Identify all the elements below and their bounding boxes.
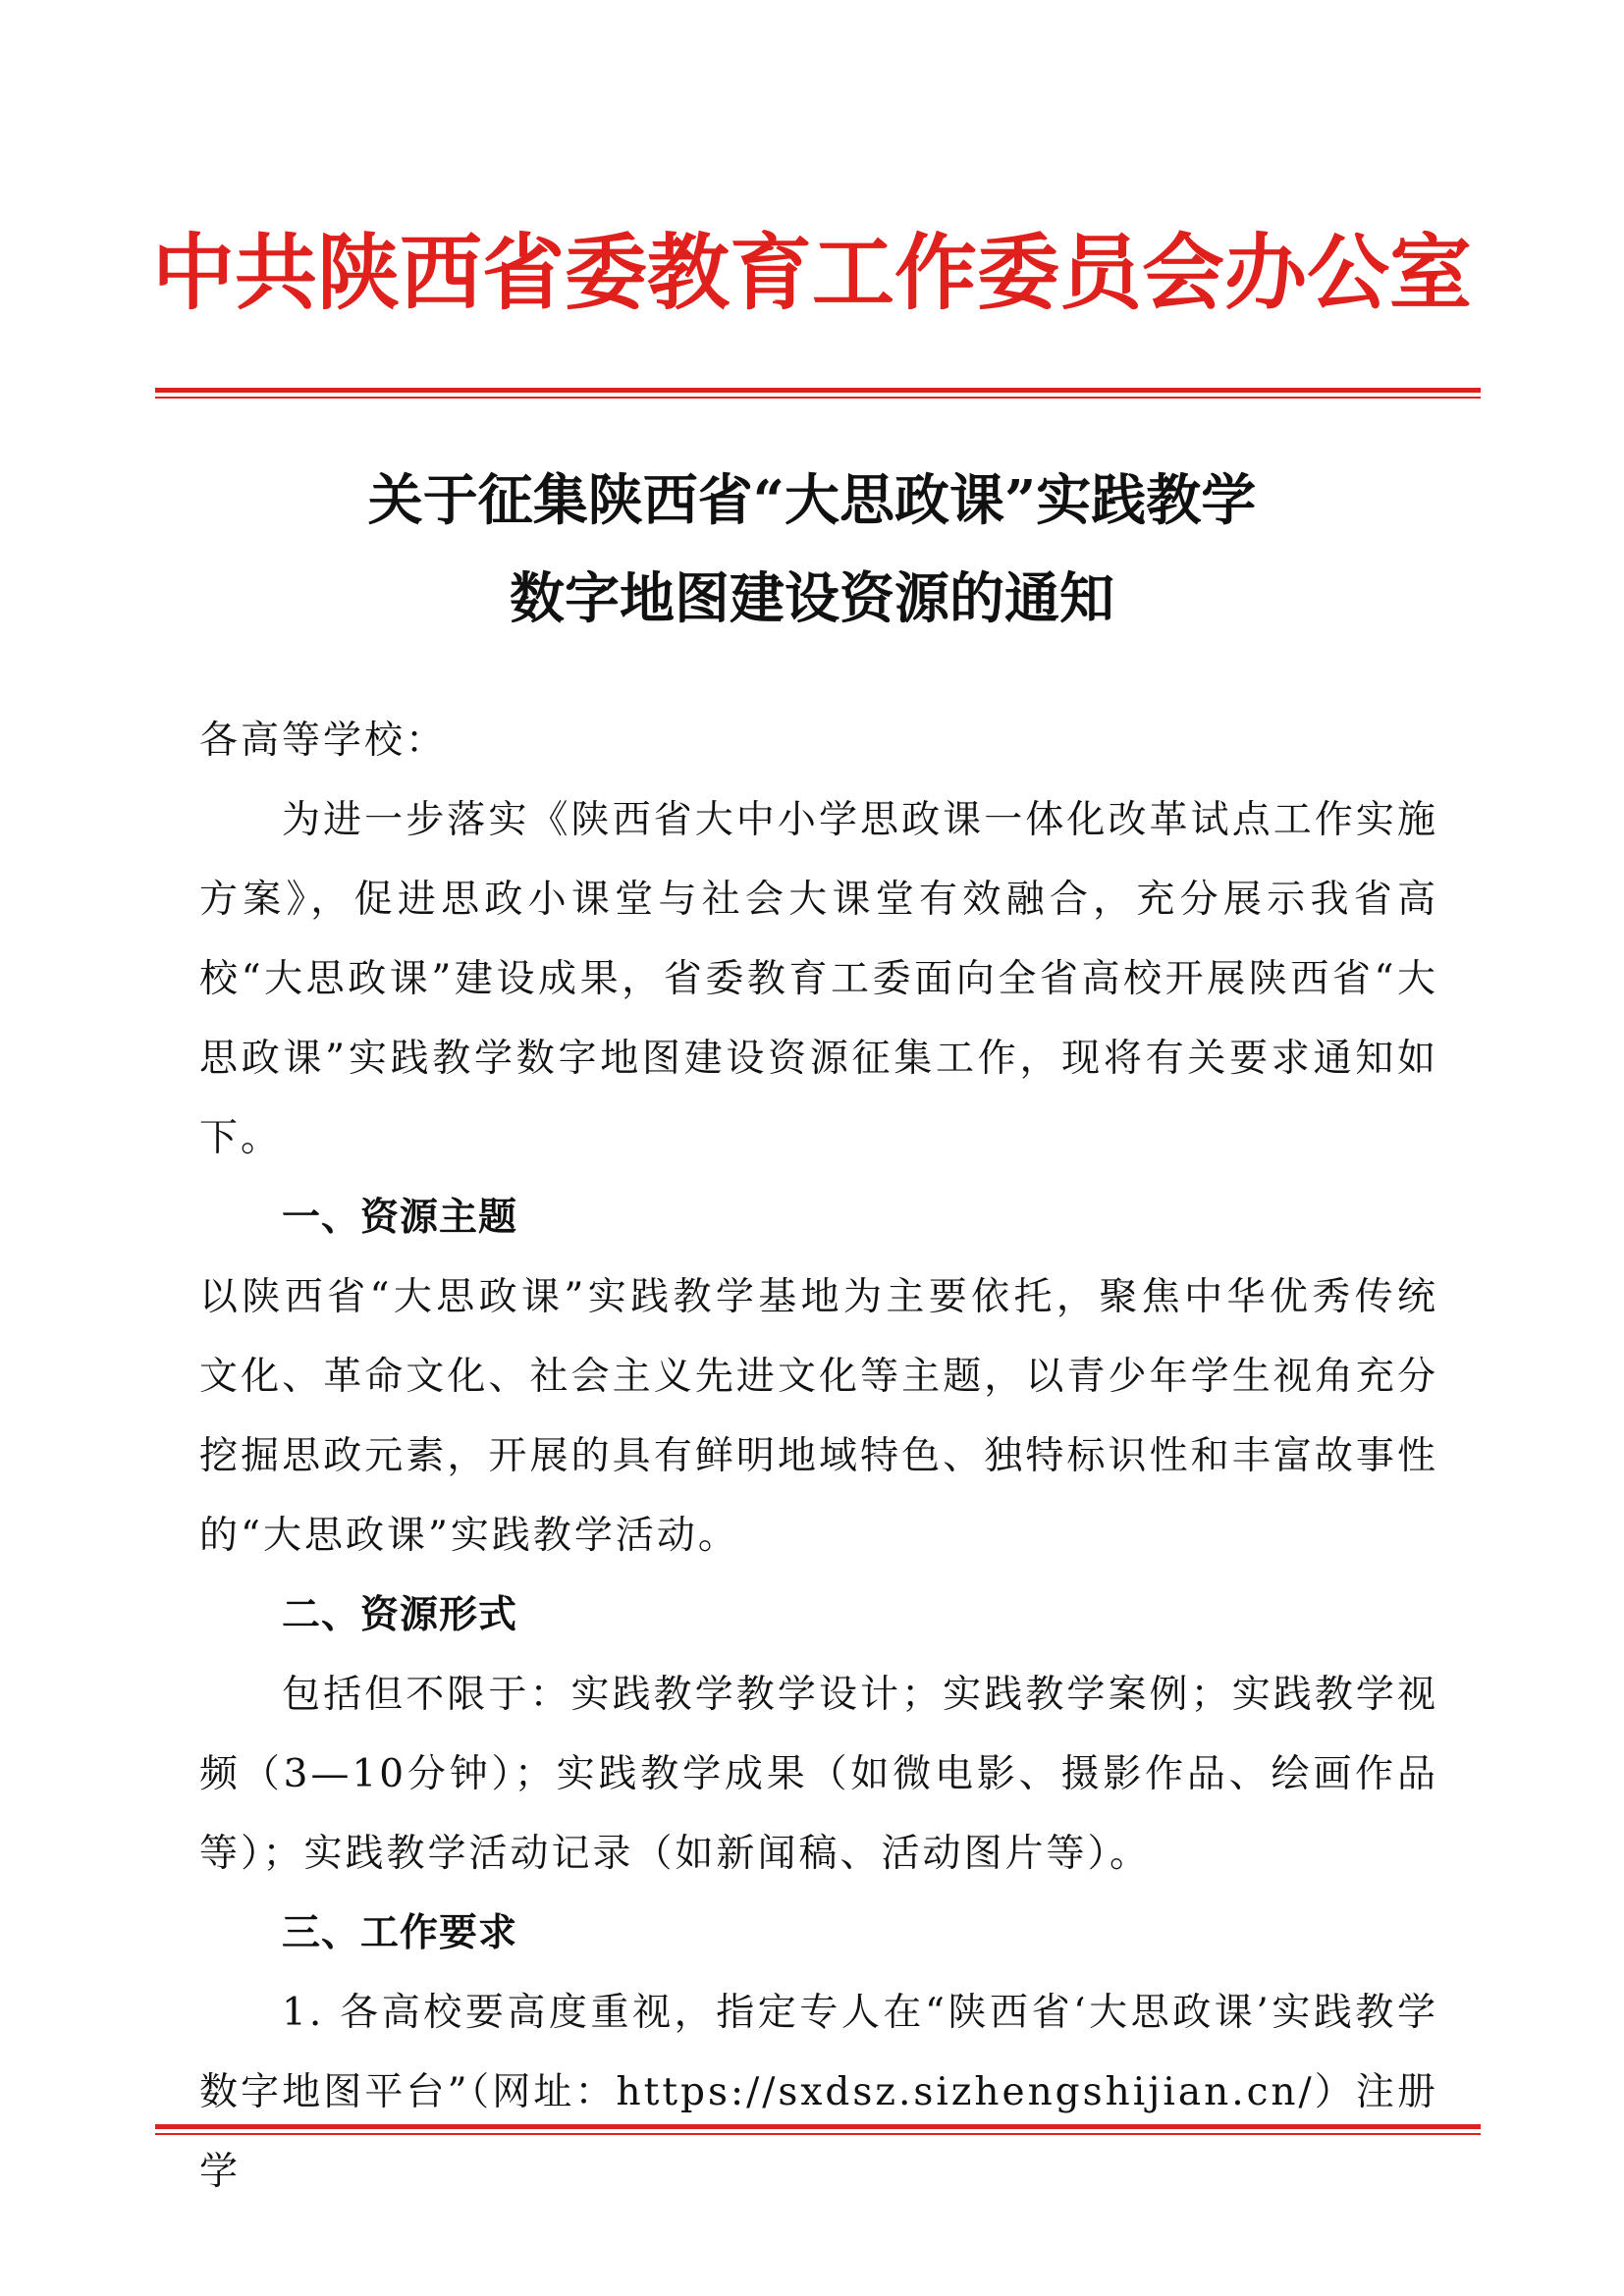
section-3-item-1: 1. 各高校要高度重视，指定专人在“陕西省‘大思政课’实践教学数字地图平台”（网址：https://sxdsz.sizhengshijian.cn/）注册学 — [199, 1991, 1438, 2194]
section-1-heading: 一、资源主题 — [282, 1196, 518, 1240]
red-rule-thick — [155, 388, 1481, 393]
section-3-heading: 三、工作要求 — [282, 1911, 518, 1955]
red-rule-thin — [155, 397, 1481, 399]
section-2-heading: 二、资源形式 — [282, 1593, 518, 1637]
document-title-line-1: 关于征集陕西省“大思政课”实践教学 — [367, 468, 1257, 533]
section-2-text: 包括但不限于：实践教学教学设计；实践教学案例；实践教学视频（3—10分钟）；实践教学成果（如微电影、摄影作品、绘画作品等）；实践教学活动记录（如新闻稿、活动图片等）。 — [199, 1673, 1438, 1876]
red-rule-thin — [155, 2133, 1481, 2135]
red-rule-thick — [155, 2124, 1481, 2129]
header-red-rule — [155, 388, 1481, 399]
footer-red-rule — [155, 2124, 1481, 2135]
org-header-title: 中共陕西省委教育工作委员会办公室 — [151, 224, 1472, 321]
salutation: 各高等学校： — [199, 719, 448, 763]
section-1-text: 以陕西省“大思政课”实践教学基地为主要依托，聚焦中华优秀传统文化、革命文化、社会主义先进文化等主题，以青少年学生视角充分挖掘思政元素，开展的具有鲜明地域特色、独特标识性和丰富故事性的“大思政课”实践教学活动。 — [199, 1275, 1438, 1558]
document-body — [199, 701, 1438, 2212]
intro-paragraph: 为进一步落实《陕西省大中小学思政课一体化改革试点工作实施方案》，促进思政小课堂与社会大课堂有效融合，充分展示我省高校“大思政课”建设成果，省委教育工委面向全省高校开展陕西省“大思政课”实践教学数字地图建设资源征集工作，现将有关要求通知如下。 — [199, 798, 1438, 1160]
document-title-line-2: 数字地图建设资源的通知 — [510, 566, 1114, 631]
